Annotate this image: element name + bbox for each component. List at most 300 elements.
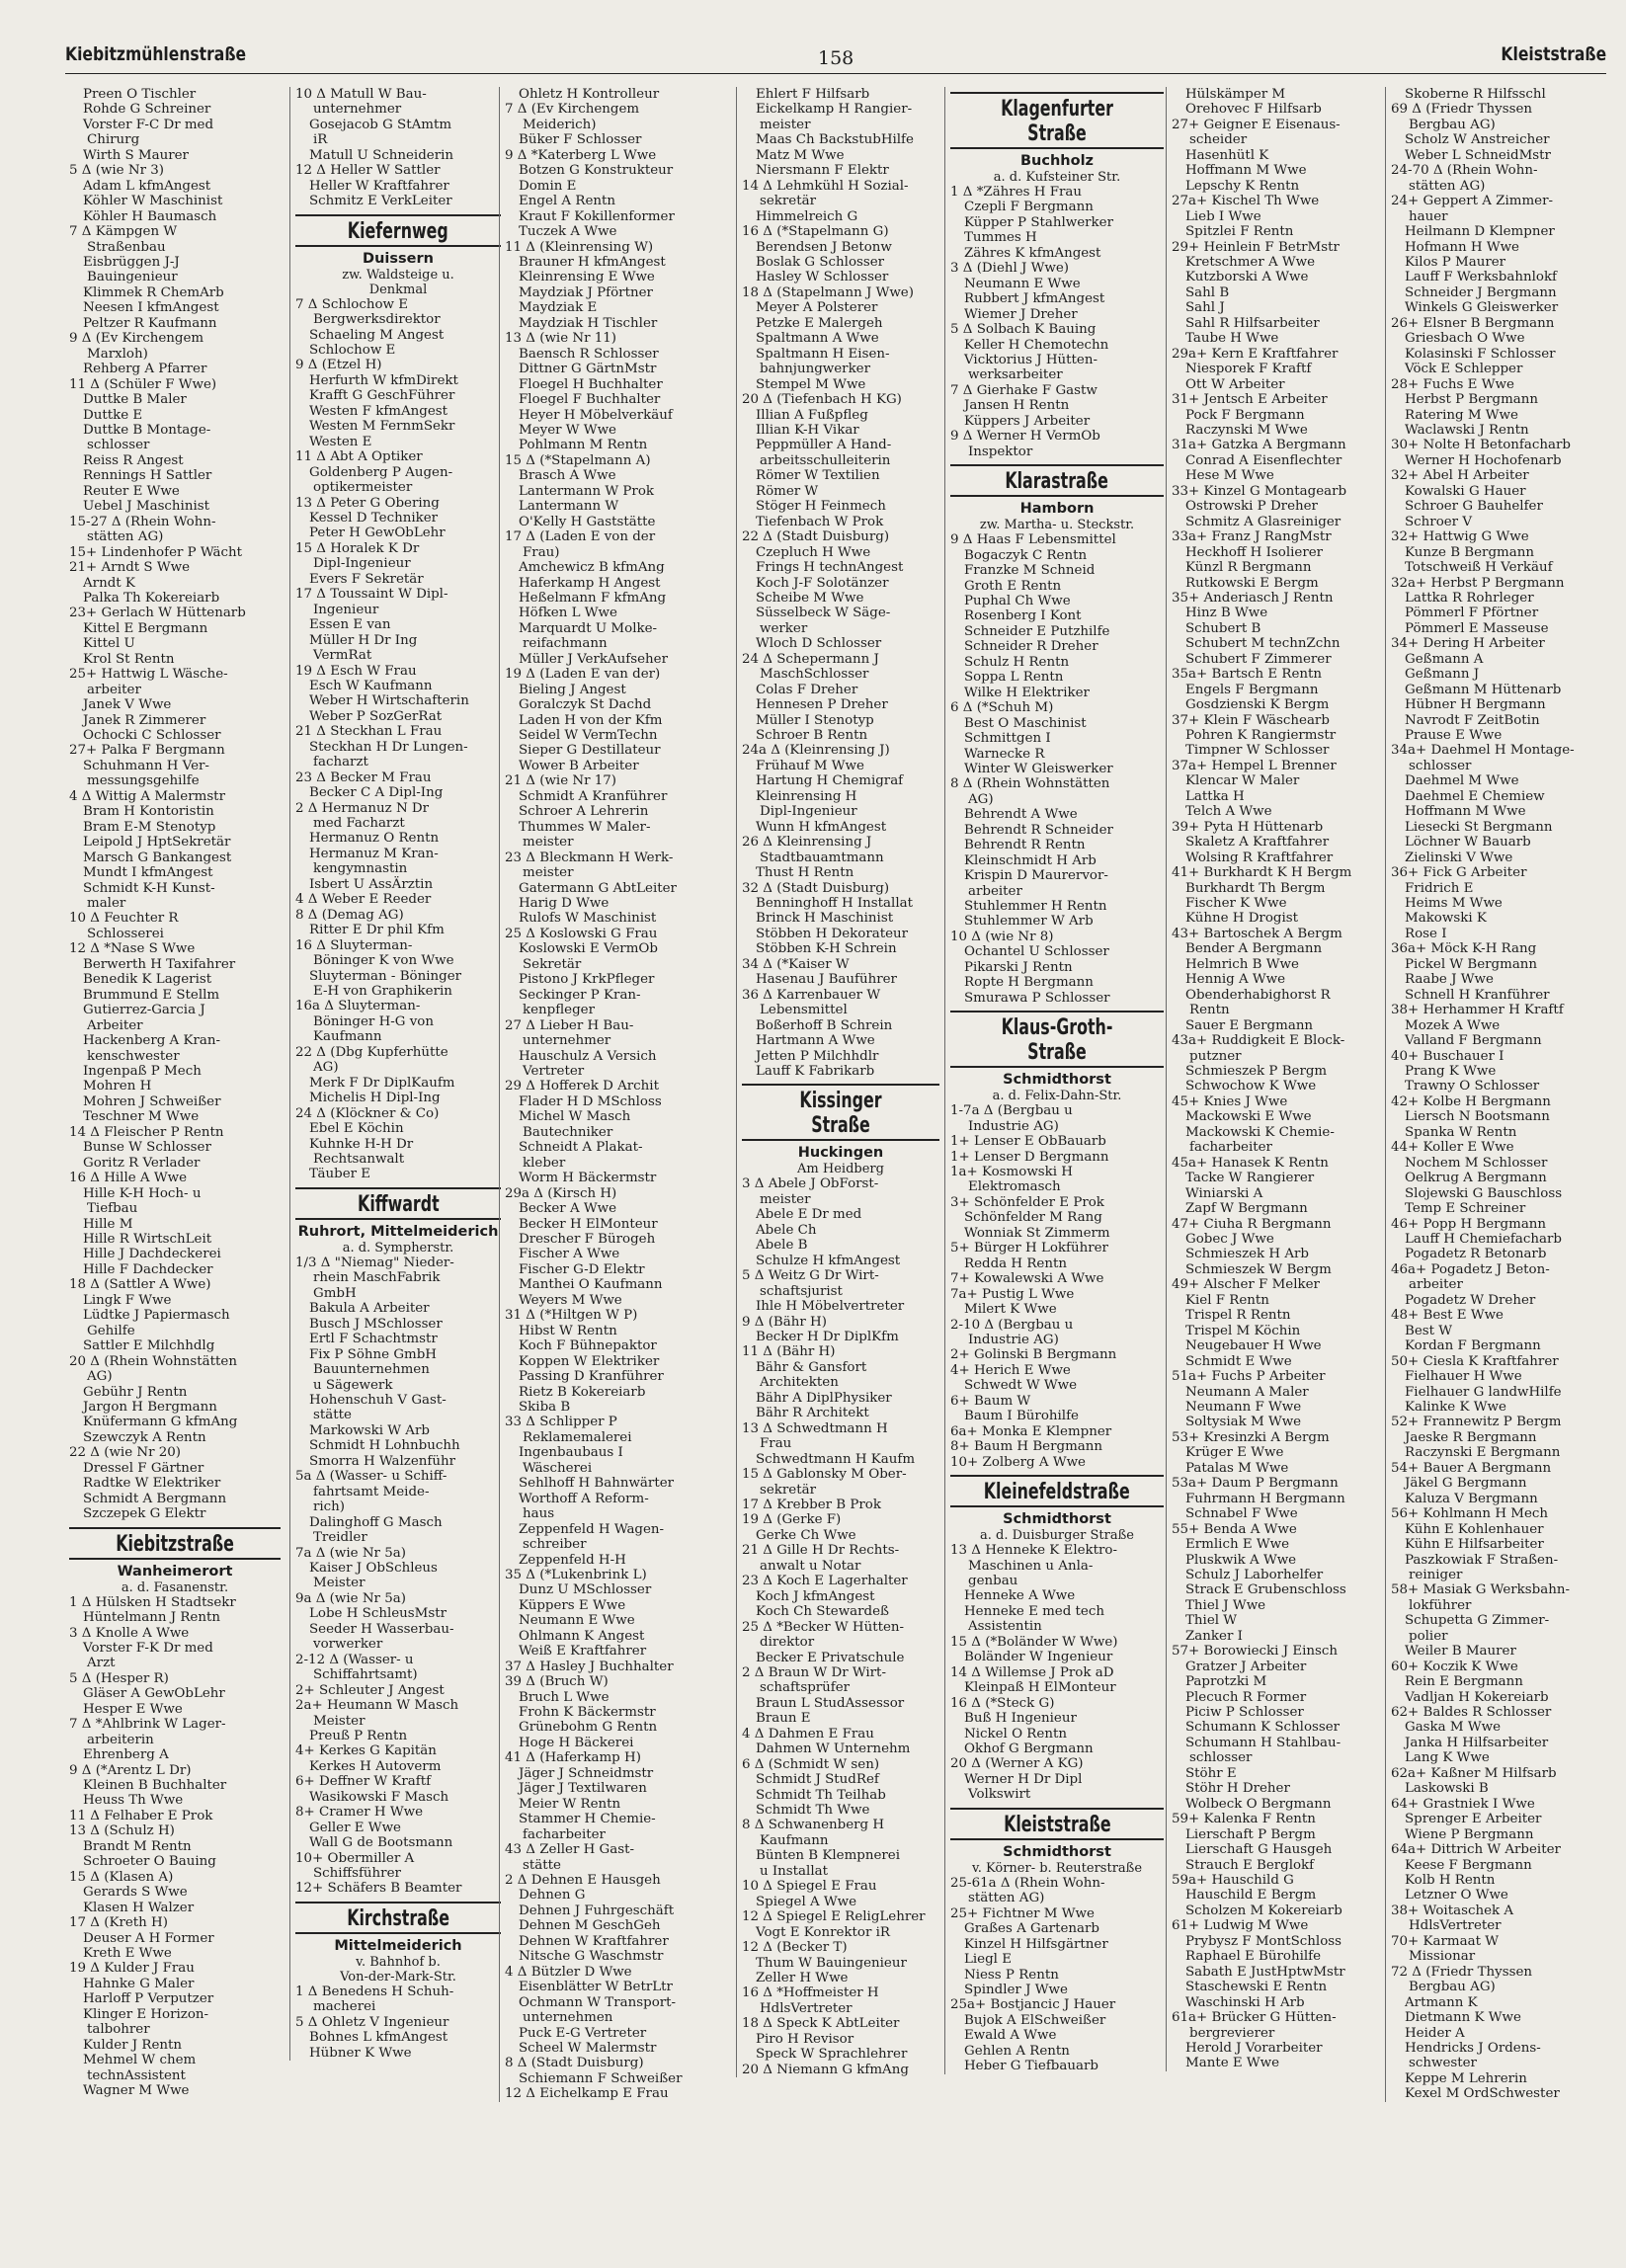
entry-line: Ohlmann K Angest: [519, 1628, 645, 1644]
entry-line: Spaltmann H Eisen-: [756, 346, 890, 362]
district-name: Schmidthorst: [1003, 1511, 1111, 1528]
entry-continuation: arbeiter: [1409, 1277, 1463, 1293]
entry-line: Kühn E Hilfsarbeiter: [1405, 1537, 1544, 1553]
entry-line: Harig D Wwe: [519, 896, 610, 912]
entry-line: Zeppenfeld H-H: [519, 1552, 626, 1568]
house-number-entry: 36+ Fick G Arbeiter: [1391, 865, 1527, 881]
entry-line: Pickel W Bergmann: [1405, 956, 1538, 972]
directory-column-5: [944, 87, 1164, 2074]
entry-line: Kleinpaß H ElMonteur: [964, 1680, 1116, 1696]
house-number-entry: 55+ Benda A Wwe: [1172, 1521, 1297, 1537]
house-number-entry: 32+ Abel H Arbeiter: [1391, 468, 1529, 484]
entry-line: Rutkowski E Bergm: [1185, 575, 1319, 591]
entry-line: Brinck H Maschinist: [756, 911, 894, 927]
entry-line: Krol St Rentn: [83, 651, 175, 667]
entry-line: Kittel E Bergmann: [83, 620, 208, 636]
house-number-entry: 7 Δ *Ahlbrink W Lager-: [69, 1717, 226, 1733]
entry-line: Küppers E Wwe: [519, 1597, 626, 1613]
house-number-entry: 1 Δ Hülsken H Stadtsekr: [69, 1594, 236, 1610]
house-number-entry: 22 Δ (Stadt Duisburg): [742, 529, 890, 545]
entry-line: Henneke E med tech: [964, 1603, 1104, 1619]
entry-line: Vorster F-C Dr med: [83, 117, 214, 132]
entry-line: Ratering M Wwe: [1405, 407, 1518, 423]
house-number-entry: 27+ Palka F Bergmann: [69, 743, 225, 759]
entry-line: Dunz U MSchlosser: [519, 1582, 652, 1598]
entry-line: Stuhlemmer W Arb: [964, 914, 1094, 930]
entry-line: Piciw P Schlosser: [1185, 1705, 1304, 1721]
entry-line: Bram H Kontoristin: [83, 804, 214, 820]
entry-continuation: Böninger K von Wwe: [313, 953, 454, 969]
entry-continuation: Rentn: [1189, 1003, 1230, 1018]
house-number-entry: 16 Δ (*Steck G): [950, 1695, 1055, 1711]
house-number-entry: 46a+ Pogadetz J Beton-: [1391, 1261, 1550, 1277]
entry-line: Szewczyk A Rentn: [83, 1429, 206, 1445]
entry-line: Schwedt W Wwe: [964, 1378, 1078, 1394]
house-number-entry: 15 Δ (*Stapelmann A): [505, 452, 651, 468]
entry-line: Heuss Th Wwe: [83, 1793, 184, 1809]
entry-continuation: iR: [313, 132, 328, 148]
entry-line: Preuß P Rentn: [309, 1728, 408, 1743]
house-number-entry: 8 Δ (Rhein Wohnstätten: [950, 776, 1110, 792]
house-number-entry: 61+ Ludwig M Wwe: [1172, 1918, 1309, 1934]
entry-line: Kolb H Rentn: [1405, 1873, 1496, 1889]
house-number-entry: 24-70 Δ (Rhein Wohn-: [1391, 163, 1538, 179]
entry-continuation: optikermeister: [313, 480, 413, 496]
entry-line: Seeder H Wasserbau-: [309, 1621, 454, 1637]
entry-continuation: Treidler: [313, 1530, 367, 1546]
entry-line: Hendricks J Ordens-: [1405, 2041, 1541, 2056]
house-number-entry: 52+ Frannewitz P Bergm: [1391, 1415, 1562, 1430]
entry-line: Fielhauer H Wwe: [1405, 1369, 1522, 1385]
entry-line: Janek R Zimmerer: [83, 712, 206, 728]
entry-line: Küpper P Stahlwerker: [964, 214, 1113, 230]
house-number-entry: 2 Δ Dehnen E Hausgeh: [505, 1873, 661, 1889]
entry-line: Schmidt A Kranführer: [519, 788, 668, 804]
entry-line: Engel A Rentn: [519, 194, 615, 209]
entry-line: Deuser A H Former: [83, 1930, 214, 1946]
house-number-entry: 23+ Gerlach W Hüttenarb: [69, 606, 246, 621]
entry-line: Thiel W: [1185, 1613, 1238, 1629]
entry-line: Maydziak E: [519, 300, 598, 316]
entry-line: Hermanuz O Rentn: [309, 831, 440, 847]
house-number-entry: 25 Δ Koslowski G Frau: [505, 926, 658, 941]
entry-line: Sahl B: [1185, 284, 1230, 300]
entry-continuation: Bergbau AG): [1409, 117, 1496, 132]
entry-line: Laden H von der Kfm: [519, 712, 663, 728]
house-number-entry: 2 Δ Hermanuz N Dr: [295, 800, 430, 816]
entry-line: Winkels G Gleiswerker: [1405, 300, 1559, 316]
entry-line: Schönfelder M Rang: [964, 1210, 1102, 1226]
entry-line: Koppen W Elektriker: [519, 1353, 660, 1369]
entry-line: Schroer V: [1405, 514, 1473, 529]
entry-line: Kleinrensing E Wwe: [519, 270, 655, 285]
house-number-entry: 17 Δ Krebber B Prok: [742, 1497, 881, 1512]
entry-line: Dehnen G: [519, 1888, 586, 1904]
entry-line: Boßerhoff B Schrein: [756, 1017, 893, 1033]
entry-line: Abele E Dr med: [756, 1207, 862, 1223]
entry-line: Benedik K Lagerist: [83, 972, 212, 988]
entry-line: Koslowski E VermOb: [519, 941, 658, 957]
house-number-entry: 7+ Kowalewski A Wwe: [950, 1271, 1104, 1287]
entry-line: Redda H Rentn: [964, 1256, 1067, 1271]
entry-line: Schumann H Stahlbau-: [1185, 1735, 1341, 1750]
entry-line: Dietmann K Wwe: [1405, 2010, 1521, 2026]
entry-line: Schroer G Bauhelfer: [1405, 499, 1543, 515]
entry-line: Janka H Hilfsarbeiter: [1405, 1735, 1549, 1750]
entry-continuation: lokführer: [1409, 1597, 1472, 1613]
entry-line: Schwedtmann H Kaufm: [756, 1451, 916, 1467]
house-number-entry: 12 Δ (Becker T): [742, 1940, 848, 1956]
entry-line: Baum I Bürohilfe: [964, 1409, 1079, 1424]
entry-line: Totschweiß H Verkäuf: [1405, 560, 1553, 576]
entry-line: Soltysiak M Wwe: [1185, 1415, 1302, 1430]
house-number-entry: 9a Δ (wie Nr 5a): [295, 1590, 406, 1606]
house-number-entry: 21 Δ Gille H Dr Rechts-: [742, 1543, 900, 1559]
house-number-entry: 38+ Herhammer H Kraftf: [1391, 1003, 1564, 1018]
entry-continuation: AG): [87, 1369, 113, 1385]
entry-line: Vorster F-K Dr med: [83, 1640, 213, 1656]
house-number-entry: 6 Δ (*Schuh M): [950, 700, 1054, 716]
house-number-entry: 20 Δ (Werner A KG): [950, 1756, 1084, 1772]
house-number-entry: 62a+ Kaßner M Hilfsarb: [1391, 1765, 1557, 1781]
entry-line: Domin E: [519, 178, 577, 194]
entry-line: Amchewicz B kfmAng: [519, 560, 665, 576]
street-location: a. d. Felix-Dahn-Str.: [992, 1089, 1122, 1104]
entry-line: Paprotzki M: [1185, 1674, 1267, 1690]
entry-line: Mozek A Wwe: [1405, 1017, 1501, 1033]
house-number-entry: 16a Δ Sluyterman-: [295, 999, 421, 1014]
entry-continuation: HdlsVertreter: [1409, 1918, 1502, 1934]
house-number-entry: 9 Δ Haas F Lebensmittel: [950, 532, 1116, 548]
entry-line: Ewald A Wwe: [964, 2028, 1057, 2044]
entry-line: Pistono J KrkPfleger: [519, 972, 655, 988]
house-number-entry: 4 Δ Bützler D Wwe: [505, 1964, 632, 1980]
entry-continuation: unternehmer: [523, 1033, 611, 1049]
entry-line: Lepschy K Rentn: [1185, 178, 1300, 194]
entry-line: Jäger J Schneidmstr: [519, 1765, 654, 1781]
entry-line: Becker E Privatschule: [756, 1650, 905, 1665]
entry-line: Trawny O Schlosser: [1405, 1079, 1540, 1094]
entry-line: Schmidt E Wwe: [1185, 1353, 1292, 1369]
entry-line: Sieper G Destillateur: [519, 743, 661, 759]
house-number-entry: 29a+ Kern E Kraftfahrer: [1172, 346, 1339, 362]
entry-line: Rehberg A Pfarrer: [83, 362, 207, 377]
header-right-street: Kleiststraße: [1501, 43, 1606, 65]
entry-line: Abele Ch: [756, 1222, 817, 1238]
house-number-entry: 32 Δ (Stadt Duisburg): [742, 880, 890, 896]
entry-line: Fix P Söhne GmbH: [309, 1346, 437, 1362]
entry-line: Kraut F Kokillenformer: [519, 208, 675, 224]
entry-line: Dehnen M GeschGeh: [519, 1918, 661, 1934]
entry-line: Höfken L Wwe: [519, 606, 617, 621]
entry-continuation: Wäscherei: [523, 1460, 593, 1476]
entry-line: Kerkes H Autoverm: [309, 1758, 442, 1774]
entry-line: Wilke H Elektriker: [964, 685, 1090, 700]
entry-line: Jargon H Bergmann: [83, 1399, 217, 1415]
entry-line: Weber P SozGerRat: [309, 708, 443, 724]
street-location: Denkmal: [368, 282, 428, 297]
entry-line: Warnecke R: [964, 746, 1045, 762]
entry-continuation: polier: [1409, 1628, 1448, 1644]
entry-line: Müller I Stenotyp: [756, 712, 874, 728]
entry-line: Pluskwik A Wwe: [1185, 1552, 1297, 1568]
entry-line: Mante E Wwe: [1185, 2056, 1280, 2071]
entry-line: Krispin D Maurervor-: [964, 868, 1108, 884]
house-number-entry: 1a+ Kosmowski H: [950, 1165, 1073, 1180]
house-number-entry: 27 Δ Lieber H Bau-: [505, 1017, 634, 1033]
entry-line: Kittel U: [83, 636, 135, 652]
entry-continuation: Bauunternehmen: [313, 1362, 430, 1378]
street-heading: [295, 214, 501, 247]
house-number-entry: 11 Δ (Bähr H): [742, 1344, 836, 1360]
house-number-entry: 36 Δ Karrenbauer W: [742, 987, 881, 1003]
entry-line: Kuhnke H-H Dr: [309, 1136, 414, 1152]
house-number-entry: 45+ Knies J Wwe: [1172, 1094, 1288, 1109]
house-number-entry: 5 Δ Weitz G Dr Wirt-: [742, 1268, 879, 1284]
entry-line: Lieb I Wwe: [1185, 208, 1261, 224]
entry-line: Reiss R Angest: [83, 452, 184, 468]
entry-line: Drescher F Bürogeh: [519, 1231, 656, 1247]
house-number-entry: 19 Δ (Laden E van der): [505, 667, 661, 683]
entry-line: Patalas M Wwe: [1185, 1460, 1289, 1476]
entry-continuation: Volkswirt: [968, 1787, 1031, 1803]
entry-line: Griesbach O Wwe: [1405, 331, 1525, 347]
entry-continuation: Vertreter: [523, 1064, 585, 1079]
entry-line: Dahmen W Unternehm: [756, 1742, 911, 1757]
house-number-entry: 1-7a Δ (Bergbau u: [950, 1103, 1073, 1119]
entry-line: Lantermann W: [519, 499, 619, 515]
entry-line: Waclawski J Rentn: [1405, 422, 1529, 438]
entry-line: Schmieszek P Bergm: [1185, 1064, 1328, 1079]
entry-line: Peltzer R Kaufmann: [83, 315, 217, 331]
entry-continuation: schlosser: [1189, 1750, 1253, 1766]
house-number-entry: 56+ Kohlmann H Mech: [1391, 1506, 1549, 1522]
entry-line: Werner H Dr Dipl: [964, 1771, 1083, 1787]
entry-continuation: Kaufmann: [313, 1029, 382, 1045]
entry-continuation: Schlosserei: [87, 926, 164, 941]
entry-line: Makowski K: [1405, 911, 1487, 927]
entry-line: Wall G de Bootsmann: [309, 1835, 453, 1851]
house-number-entry: 6 Δ (Schmidt W sen): [742, 1756, 880, 1772]
entry-line: Lattka H: [1185, 788, 1245, 804]
entry-line: Jäger J Textilwaren: [519, 1781, 647, 1797]
entry-continuation: direktor: [760, 1635, 815, 1651]
house-number-entry: 64+ Grastniek I Wwe: [1391, 1796, 1535, 1812]
house-number-entry: 10+ Zolberg A Wwe: [950, 1454, 1086, 1470]
entry-continuation: meister: [760, 117, 811, 132]
entry-line: Müller J VerkAufseher: [519, 651, 668, 667]
entry-line: Henneke A Wwe: [964, 1588, 1076, 1604]
entry-line: Ritter E Dr phil Kfm: [309, 923, 445, 938]
entry-line: Berendsen J Betonw: [756, 239, 892, 255]
entry-line: Czepli F Bergmann: [964, 200, 1094, 215]
entry-line: Gläser A GewObLehr: [83, 1686, 225, 1702]
house-number-entry: 13 Δ Henneke K Elektro-: [950, 1543, 1118, 1559]
house-number-entry: 31+ Jentsch E Arbeiter: [1172, 392, 1328, 408]
house-number-entry: 2 Δ Braun W Dr Wirt-: [742, 1664, 886, 1680]
street-heading: [742, 1084, 939, 1141]
entry-continuation: Maschinen u Anla-: [968, 1558, 1094, 1574]
entry-line: Kleinrensing H: [756, 788, 857, 804]
entry-line: Grünebohm G Rentn: [519, 1720, 658, 1736]
house-number-entry: 15 Δ (Klasen A): [69, 1869, 174, 1885]
entry-continuation: Meister: [313, 1576, 366, 1591]
house-number-entry: 1 Δ *Zähres H Frau: [950, 185, 1082, 200]
entry-line: Himmelreich G: [756, 208, 858, 224]
entry-continuation: sekretär: [760, 1482, 817, 1498]
entry-line: Best W: [1405, 1323, 1453, 1338]
entry-continuation: werksarbeiter: [968, 367, 1063, 383]
entry-line: Tuczek A Wwe: [519, 224, 617, 240]
house-number-entry: 9 Δ *Katerberg L Wwe: [505, 147, 657, 163]
entry-line: Schmieszek H Arb: [1185, 1247, 1310, 1262]
house-number-entry: 8 Δ Schwanenberg H: [742, 1818, 885, 1833]
entry-line: Ott W Arbeiter: [1185, 376, 1285, 392]
house-number-entry: 54+ Bauer A Bergmann: [1391, 1460, 1552, 1476]
entry-line: Hille J Dachdeckerei: [83, 1247, 221, 1262]
entry-continuation: stätten AG): [1409, 178, 1486, 194]
entry-continuation: schreiber: [523, 1537, 587, 1553]
house-number-entry: 42+ Kolbe H Bergmann: [1391, 1094, 1551, 1109]
entry-line: Slojewski G Bauschloss: [1405, 1185, 1563, 1201]
house-number-entry: 72 Δ (Friedr Thyssen: [1391, 1964, 1532, 1980]
house-number-entry: 4 Δ Dahmen E Frau: [742, 1726, 874, 1742]
entry-line: Hohenschuh V Gast-: [309, 1392, 447, 1408]
entry-line: Klimmek R ChemArb: [83, 284, 224, 300]
entry-line: Speck W Sprachlehrer: [756, 2047, 908, 2063]
entry-line: Krafft G GeschFührer: [309, 388, 455, 404]
entry-line: Klinger E Horizon-: [83, 2006, 209, 2022]
entry-line: Smurawa P Schlosser: [964, 990, 1110, 1006]
entry-line: Köhler W Maschinist: [83, 194, 223, 209]
entry-continuation: Meister: [313, 1713, 366, 1729]
entry-line: Kühn E Kohlenhauer: [1405, 1521, 1544, 1537]
entry-line: Hoffmann M Wwe: [1405, 804, 1526, 820]
entry-line: Kolasinski F Schlosser: [1405, 346, 1556, 362]
entry-line: Waschinski H Arb: [1185, 1994, 1305, 2010]
entry-line: Maydziak J Pförtner: [519, 284, 653, 300]
house-number-entry: 16 Δ (*Stapelmann G): [742, 224, 889, 240]
entry-continuation: Stadtbauamtmann: [760, 850, 884, 865]
entry-line: Krüger E Wwe: [1185, 1445, 1284, 1461]
entry-line: Temp E Schreiner: [1405, 1201, 1526, 1217]
entry-line: Obenderhabighorst R: [1185, 987, 1331, 1003]
entry-line: Niersmann F Elektr: [756, 163, 889, 179]
entry-line: Bunse W Schlosser: [83, 1140, 211, 1156]
entry-line: Nickel O Rentn: [964, 1726, 1067, 1742]
entry-line: Neumann E Wwe: [519, 1613, 635, 1629]
entry-line: Schroer A Lehrerin: [519, 804, 649, 820]
entry-line: Peter H GewObLehr: [309, 526, 446, 541]
entry-continuation: kenschwester: [87, 1048, 180, 1064]
house-number-entry: 12 Δ Heller W Sattler: [295, 163, 441, 179]
entry-line: Schmidt J StudRef: [756, 1772, 879, 1788]
house-number-entry: 21+ Arndt S Wwe: [69, 560, 190, 576]
entry-line: Geßmann M Hüttenarb: [1405, 682, 1562, 697]
entry-line: Niesporek F Kraftf: [1185, 362, 1312, 377]
entry-line: Behrendt A Wwe: [964, 807, 1078, 823]
entry-line: Ebel E Köchin: [309, 1121, 404, 1137]
entry-line: Spindler J Wwe: [964, 1982, 1068, 1997]
entry-line: Büker F Schlosser: [519, 132, 642, 148]
house-number-entry: 47+ Ciuha R Bergmann: [1172, 1216, 1332, 1232]
entry-line: Brummund E Stellm: [83, 987, 220, 1003]
entry-line: Kühne H Drogist: [1185, 911, 1299, 927]
street-location: zw. Waldsteige u.: [342, 267, 454, 283]
entry-line: Müller H Dr Ing: [309, 632, 418, 648]
entry-continuation: MaschSchlosser: [760, 667, 869, 683]
house-number-entry: 7 Δ Kämpgen W: [69, 224, 178, 240]
entry-line: Thummes W Maler-: [519, 819, 651, 835]
entry-line: Schroer B Rentn: [756, 728, 868, 744]
entry-line: Ihle H Möbelvertreter: [756, 1299, 905, 1315]
entry-line: Gratzer J Arbeiter: [1185, 1659, 1307, 1674]
entry-line: Palka Th Kokereiarb: [83, 590, 220, 606]
entry-line: Daehmel E Chemiew: [1405, 788, 1545, 804]
house-number-entry: 43+ Bartoschek A Bergm: [1172, 926, 1342, 941]
entry-line: Skiba B: [519, 1399, 571, 1415]
entry-continuation: Frau): [523, 544, 560, 560]
entry-line: Hüntelmann J Rentn: [83, 1610, 220, 1626]
entry-line: Tiefenbach W Prok: [756, 514, 884, 529]
entry-line: Schumann K Schlosser: [1185, 1720, 1341, 1736]
entry-line: Wower B Arbeiter: [519, 758, 639, 773]
entry-continuation: Reklamemalerei: [523, 1429, 632, 1445]
house-number-entry: 41+ Burkhardt K H Bergm: [1172, 865, 1352, 881]
entry-line: Rubbert J kfmAngest: [964, 291, 1105, 307]
entry-line: Gerards S Wwe: [83, 1885, 188, 1901]
house-number-entry: 18 Δ (Sattler A Wwe): [69, 1277, 211, 1293]
house-number-entry: 34a+ Daehmel H Montage-: [1391, 743, 1575, 759]
entry-line: Baensch R Schlosser: [519, 346, 659, 362]
entry-line: Flader H D MSchloss: [519, 1094, 662, 1109]
entry-line: Tacke W Rangierer: [1185, 1171, 1315, 1186]
entry-continuation: Chirurg: [87, 132, 140, 148]
entry-continuation: facharbeiter: [523, 1826, 606, 1842]
entry-line: Steckhan H Dr Lungen-: [309, 739, 468, 755]
entry-line: Best O Maschinist: [964, 715, 1087, 731]
house-number-entry: 37a+ Hempel L Brenner: [1172, 758, 1337, 773]
house-number-entry: 62+ Baldes R Schlosser: [1391, 1705, 1552, 1721]
house-number-entry: 31 Δ (*Hiltgen W P): [505, 1308, 638, 1324]
house-number-entry: 38+ Woitaschek A: [1391, 1903, 1514, 1918]
entry-line: Michelis H Dipl-Ing: [309, 1091, 441, 1106]
entry-line: Sehlhoff H Bahnwärter: [519, 1476, 675, 1492]
house-number-entry: 22 Δ (Dbg Kupferhütte: [295, 1044, 448, 1060]
entry-line: Lierschaft P Bergm: [1185, 1826, 1316, 1842]
entry-line: Valland F Bergmann: [1405, 1033, 1542, 1049]
entry-line: Trispel R Rentn: [1185, 1308, 1291, 1324]
entry-line: Marquardt U Molke-: [519, 620, 658, 636]
entry-line: Kilos P Maurer: [1405, 254, 1506, 270]
entry-line: Mohren J Schweißer: [83, 1094, 221, 1109]
house-number-entry: 18 Δ (Stapelmann J Wwe): [742, 284, 914, 300]
entry-line: Schwochow K Wwe: [1185, 1079, 1317, 1094]
entry-line: Schubert M technZchn: [1185, 636, 1341, 652]
entry-line: Geller E Wwe: [309, 1820, 401, 1835]
entry-line: Vogt E Konrektor iR: [756, 1924, 890, 1940]
house-number-entry: 15 Δ (*Boländer W Wwe): [950, 1634, 1118, 1650]
entry-line: Fuhrmann H Bergmann: [1185, 1491, 1345, 1506]
entry-continuation: Bauingenieur: [87, 270, 178, 285]
entry-line: Römer W Textilien: [756, 468, 880, 484]
house-number-entry: 2-10 Δ (Bergbau u: [950, 1317, 1074, 1333]
entry-line: Paszkowiak F Straßen-: [1405, 1552, 1559, 1568]
page-header: [65, 40, 1606, 79]
house-number-entry: 3 Δ (Diehl J Wwe): [950, 261, 1070, 277]
house-number-entry: 25+ Fichtner M Wwe: [950, 1905, 1095, 1921]
entry-continuation: arbeitsschulleiterin: [760, 452, 891, 468]
